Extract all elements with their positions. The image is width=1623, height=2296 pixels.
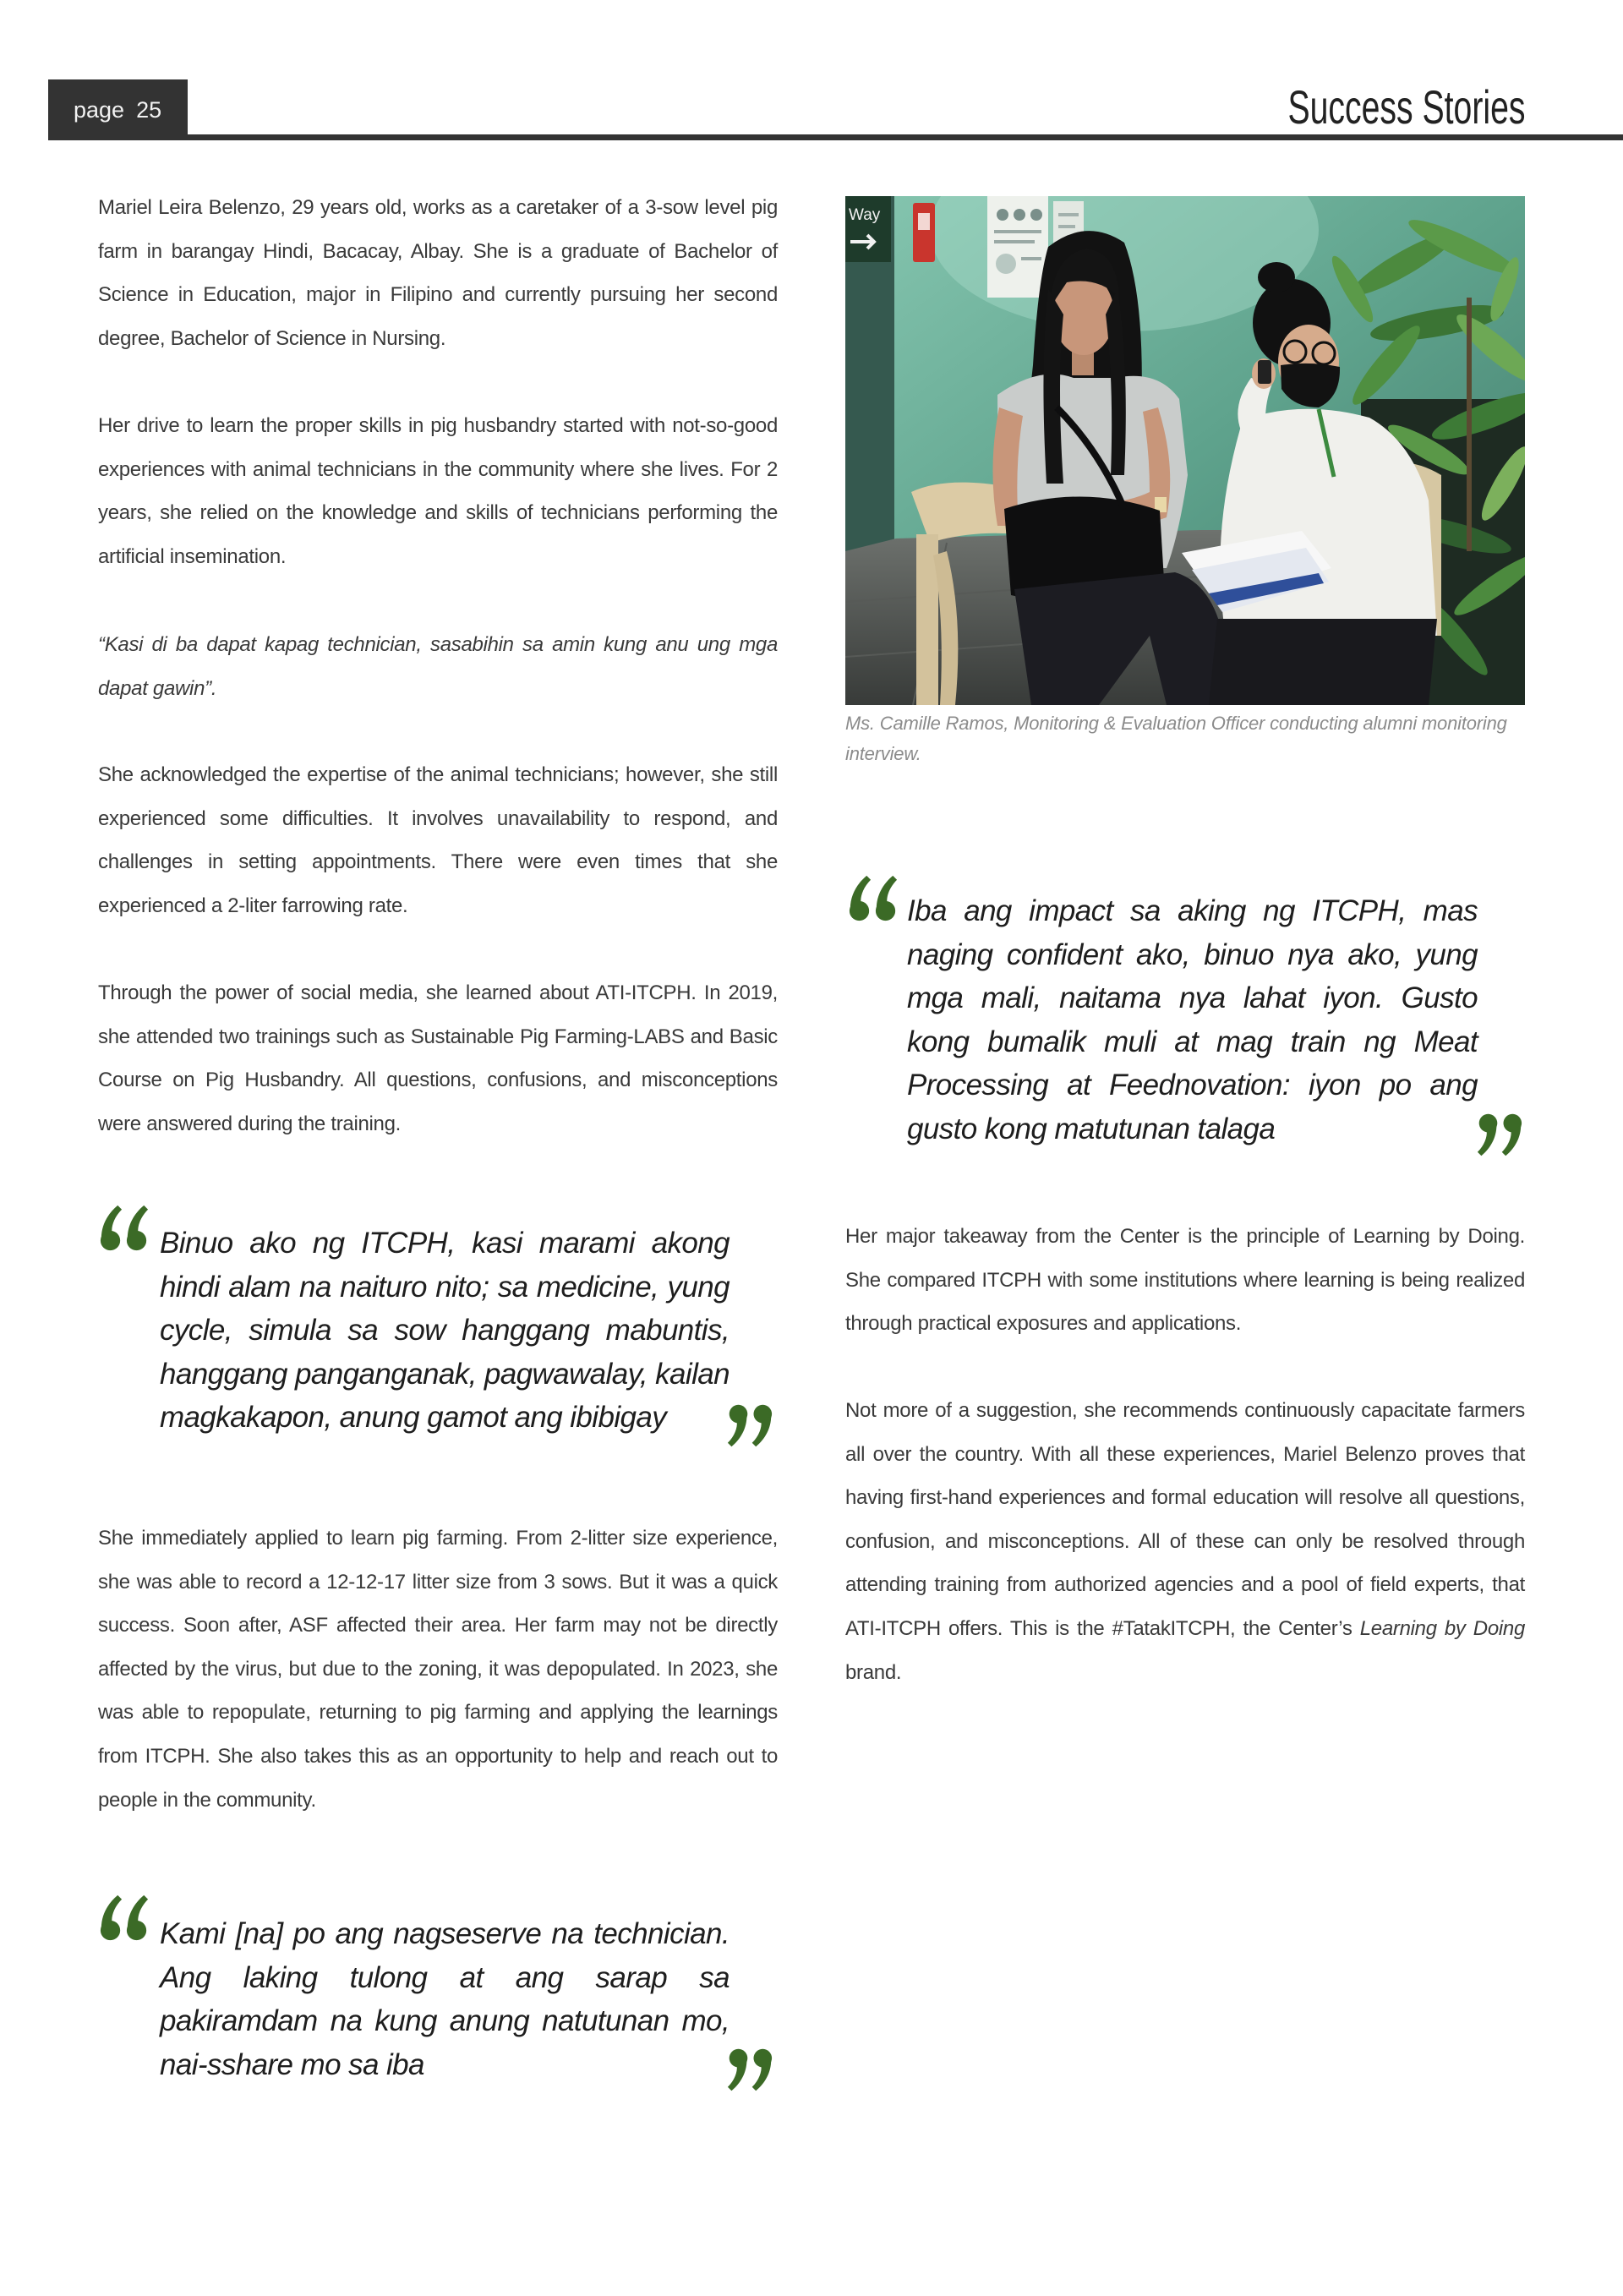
paragraph-italic-quote: “Kasi di ba dapat kapag technician, sasabihin sa amin kung anu ung mga dapat gawin”. <box>98 633 778 700</box>
page-number: 25 <box>136 96 162 123</box>
paragraph-social-media: Through the power of social media, she learned about ATI-ITCPH. In 2019, she attended two trainings such as Sustainable Pig Farming-LABS and Basic Course on Pig Husbandry. All questions, confusions, and misconceptions were answered during the training. <box>98 981 778 1135</box>
page-label: page <box>74 96 125 123</box>
section-title: Success Stories <box>1287 80 1525 134</box>
paragraph-difficulties: She acknowledged the expertise of the animal technicians; however, she still experienced some difficulties. It involves unavailability to respond, and challenges in setting appointments. There were even times that she experienced a 2-liter farrowing rate. <box>98 763 778 917</box>
paragraph-recommendation <box>845 1389 1525 1694</box>
alumni-interview-photo <box>845 196 1525 705</box>
paragraph-takeaway: Her major takeaway from the Center is the principle of Learning by Doing. She compared ITCPH with some institutions where learning is being realized through practical exposures and applications. <box>845 1225 1525 1336</box>
open-quote-icon <box>98 1892 150 1943</box>
open-quote-icon <box>847 872 899 923</box>
pull-quote-3: Iba ang impact sa aking ng ITCPH, mas naging confident ako, binuo nya ako, yung mga mali, naitama nya lahat iyon. Gusto kong bumalik muli at mag train ng Meat Processing at Feednovation: iyon po ang gusto kong matutunan talaga <box>907 894 1478 1145</box>
close-quote-icon <box>725 2047 774 2093</box>
paragraph-pig-farming: She immediately applied to learn pig farming. From 2-litter size experience, she was able to record a 12-12-17 litter size from 3 sows. But it was a quick success. Soon after, ASF affected their area. Her farm may not be directly affected by the virus, but due to the zoning, it was depopulated. In 2023, she was able to repopulate, returning to pig farming and applying the learnings from ITCPH. She also takes this as an opportunity to help and reach out to people in the community. <box>98 1527 778 1812</box>
paragraph-drive: Her drive to learn the proper skills in pig husbandry started with not-so-good experiences with animal technicians in the community where she lives. For 2 years, she relied on the knowledge and skills of technicians performing the artificial insemination. <box>98 414 778 568</box>
pull-quote-1: Binuo ako ng ITCPH, kasi marami akong hindi alam na naituro nito; sa medicine, yung cycle, simula sa sow hanggang mabuntis, hanggang panganganak, pagwawalay, kailan magkakapon, anung gamot ang ibibigay <box>160 1227 730 1435</box>
pull-quote-2: Kami [na] po ang nagseserve na technician. Ang laking tulong at ang sarap sa pakiramdam na kung anung natutunan mo, nai-sshare mo sa iba <box>160 1917 730 2081</box>
header-rule <box>48 134 1623 140</box>
open-quote-icon <box>98 1202 150 1253</box>
sign-text: Way <box>849 206 881 224</box>
page-number-tab <box>48 79 188 140</box>
close-quote-icon <box>725 1403 774 1449</box>
recommendation-text: Not more of a suggestion, she recommends continuously capacitate farmers all over the country. With all these experiences, Mariel Belenzo proves that having first-hand experiences and formal education will resolve all questions, confusion, and misconceptions. All of these can only be resolved through attending training from authorized agencies and a pool of field experts, that ATI-ITCPH offers. This is the #TatakITCPH, the Center’s <box>845 1399 1525 1640</box>
paragraph-intro: Mariel Leira Belenzo, 29 years old, works as a caretaker of a 3-sow level pig farm in barangay Hindi, Bacacay, Albay. She is a graduate of Bachelor of Science in Education, major in Filipino and currently pursuing her second degree, Bachelor of Science in Nursing. <box>98 196 778 350</box>
recommendation-tail: brand. <box>845 1660 902 1684</box>
exit-sign <box>845 196 891 262</box>
brand-italic: Learning by Doing <box>1359 1616 1525 1640</box>
close-quote-icon <box>1475 1112 1524 1158</box>
photo-caption: Ms. Camille Ramos, Monitoring & Evaluation Officer conducting alumni monitoring interview. <box>845 713 1507 764</box>
